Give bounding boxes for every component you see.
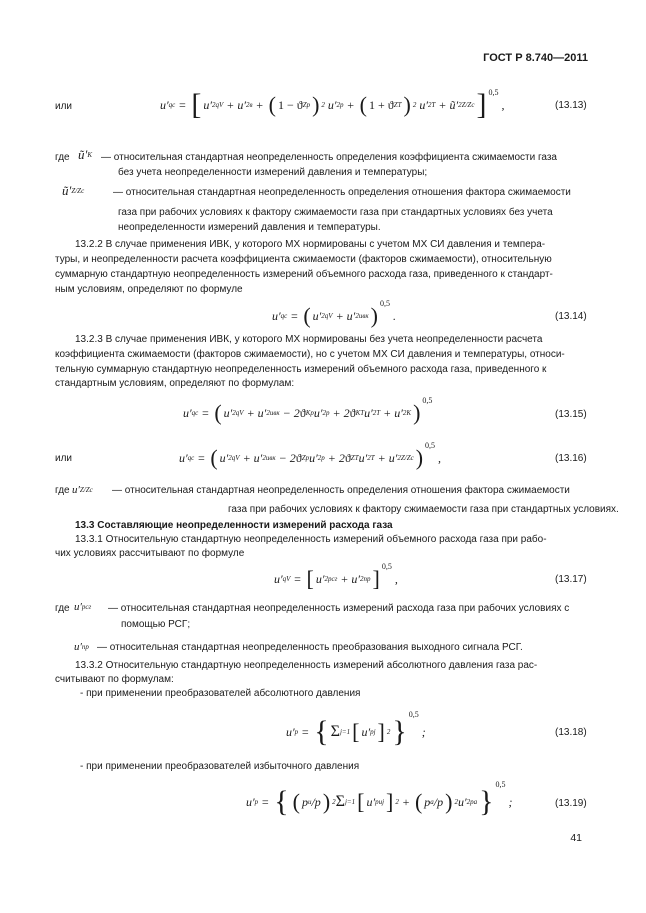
text-gde: где <box>55 485 70 496</box>
section-heading: 13.3 Составляющие неопределенности измерений расхода газа <box>75 520 393 531</box>
definition-text: газа при рабочих условиях к фактору сжимаемости газа при стандартных условиях без учета <box>118 207 553 218</box>
text-ili: или <box>55 101 73 112</box>
definition-text: — относительная стандартная неопределенность определения коэффициента сжимаемости газа <box>101 152 557 163</box>
definition-text: помощью РСГ; <box>121 619 191 630</box>
equation-number: (13.13) <box>555 100 587 111</box>
paragraph-line: 13.2.2 В случае применения ИВК, у которого МХ нормированы с учетом МХ СИ давления и темпера- <box>75 239 546 250</box>
formula-13-13: u′ q c = [ u′ 2 qV + u′ 2 в + ( 1 − ϑ Zp ) 2 u′ 2 p + ( 1 + ϑ ZT ) 2 u′ 2 T + ũ′ 2 Z/Zc ] 0,5 , <box>160 88 505 121</box>
definition-text: — относительная стандартная неопределенность преобразования выходного сигнала РСГ. <box>97 642 523 653</box>
paragraph-line: туры, и неопределенности расчета коэффициента сжимаемости (факторов сжимаемости), относительную <box>55 254 552 265</box>
formula-13-15: u′ qc = ( u′ 2 qV + u′ 2 ивк − 2 ϑ Kp u′ 2 p + 2 ϑ KT u′ 2 T + u′ 2 K ) 0,5 <box>183 396 433 425</box>
paragraph-line: 13.3.1 Относительную стандартную неопределенность измерений объемного расхода газа при рабо- <box>75 534 547 545</box>
paragraph-line: считывают по формулам: <box>55 674 174 685</box>
text-gde: где <box>55 152 70 163</box>
equation-number: (13.19) <box>555 798 587 809</box>
symbol-uZ: ũ′ Z/Zc <box>62 183 85 198</box>
formula-13-19: u′ p = { ( p и /p ) 2 Σ j=1 [ u′ pиj ] 2 + ( p а /p ) 2 u′ 2 pа } 0,5 ; <box>246 780 513 818</box>
paragraph-line: стандартным условиям, определяют по формулам: <box>55 378 295 389</box>
formula-13-18: u′ p = { Σ j=1 [ u′ pj ] 2 } 0,5 ; <box>286 710 426 748</box>
formula-13-16: u′ qc = ( u′ 2 qV + u′ 2 ивк − 2 ϑ Zp u′ 2 p + 2 ϑ ZT u′ 2 T + u′ 2 Z/Zc ) 0,5 , <box>179 441 442 470</box>
definition-text: газа при рабочих условиях к фактору сжимаемости газа при стандартных условиях. <box>228 504 619 515</box>
equation-number: (13.18) <box>555 727 587 738</box>
symbol-uK: ũ′ K <box>78 147 93 162</box>
definition-text: — относительная стандартная неопределенность определения отношения фактора сжимаемости <box>113 187 571 198</box>
equation-number: (13.17) <box>555 574 587 585</box>
paragraph-line: тельную суммарную стандартную неопределенность измерений объемного расхода газа, приведенного к <box>55 364 547 375</box>
page-number: 41 <box>570 832 582 844</box>
list-item: - при применении преобразователей избыточного давления <box>80 761 360 772</box>
text-gde: где <box>55 603 70 614</box>
paragraph-line: чих условиях рассчитывают по формуле <box>55 548 245 559</box>
paragraph-line: 13.2.3 В случае применения ИВК, у которого МХ нормированы без учета неопределенности расчета <box>75 334 543 345</box>
paragraph-line: 13.3.2 Относительную стандартную неопределенность измерений абсолютного давления газа рас- <box>75 660 538 671</box>
equation-number: (13.15) <box>555 409 587 420</box>
formula-13-17: u′ qV = [ u′ 2 рсг + u′ 2 пр ] 0,5 , <box>274 562 398 591</box>
equation-number: (13.16) <box>555 453 587 464</box>
equation-number: (13.14) <box>555 311 587 322</box>
symbol-uZ: u′ Z/Zc <box>72 484 93 496</box>
symbol-upr: u′ пр <box>74 641 89 653</box>
definition-text: без учета неопределенности измерений давления и температуры; <box>118 167 428 178</box>
definition-text: — относительная стандартная неопределенность измерений расхода газа при рабочих условиях с <box>108 603 570 614</box>
paragraph-line: ным условиям, определяют по формуле <box>55 284 243 295</box>
formula-13-14: u′ qc = ( u′ 2 qV + u′ 2 ивк ) 0,5 . <box>272 299 396 328</box>
definition-text: неопределенности измерений давления и температуры. <box>118 222 381 233</box>
symbol-urcg: u′ рсг <box>74 601 92 613</box>
paragraph-line: коэффициента сжимаемости (факторов сжимаемости), но с учетом МХ СИ давления и температуры, относи- <box>55 349 565 360</box>
paragraph-line: суммарную стандартную неопределенность измерений объемного расхода газа, приведенного к стандарт- <box>55 269 553 280</box>
document-header: ГОСТ Р 8.740—2011 <box>483 52 588 64</box>
list-item: - при применении преобразователей абсолютного давления <box>80 688 361 699</box>
text-ili: или <box>55 453 73 464</box>
definition-text: — относительная стандартная неопределенность определения отношения фактора сжимаемости <box>112 485 570 496</box>
